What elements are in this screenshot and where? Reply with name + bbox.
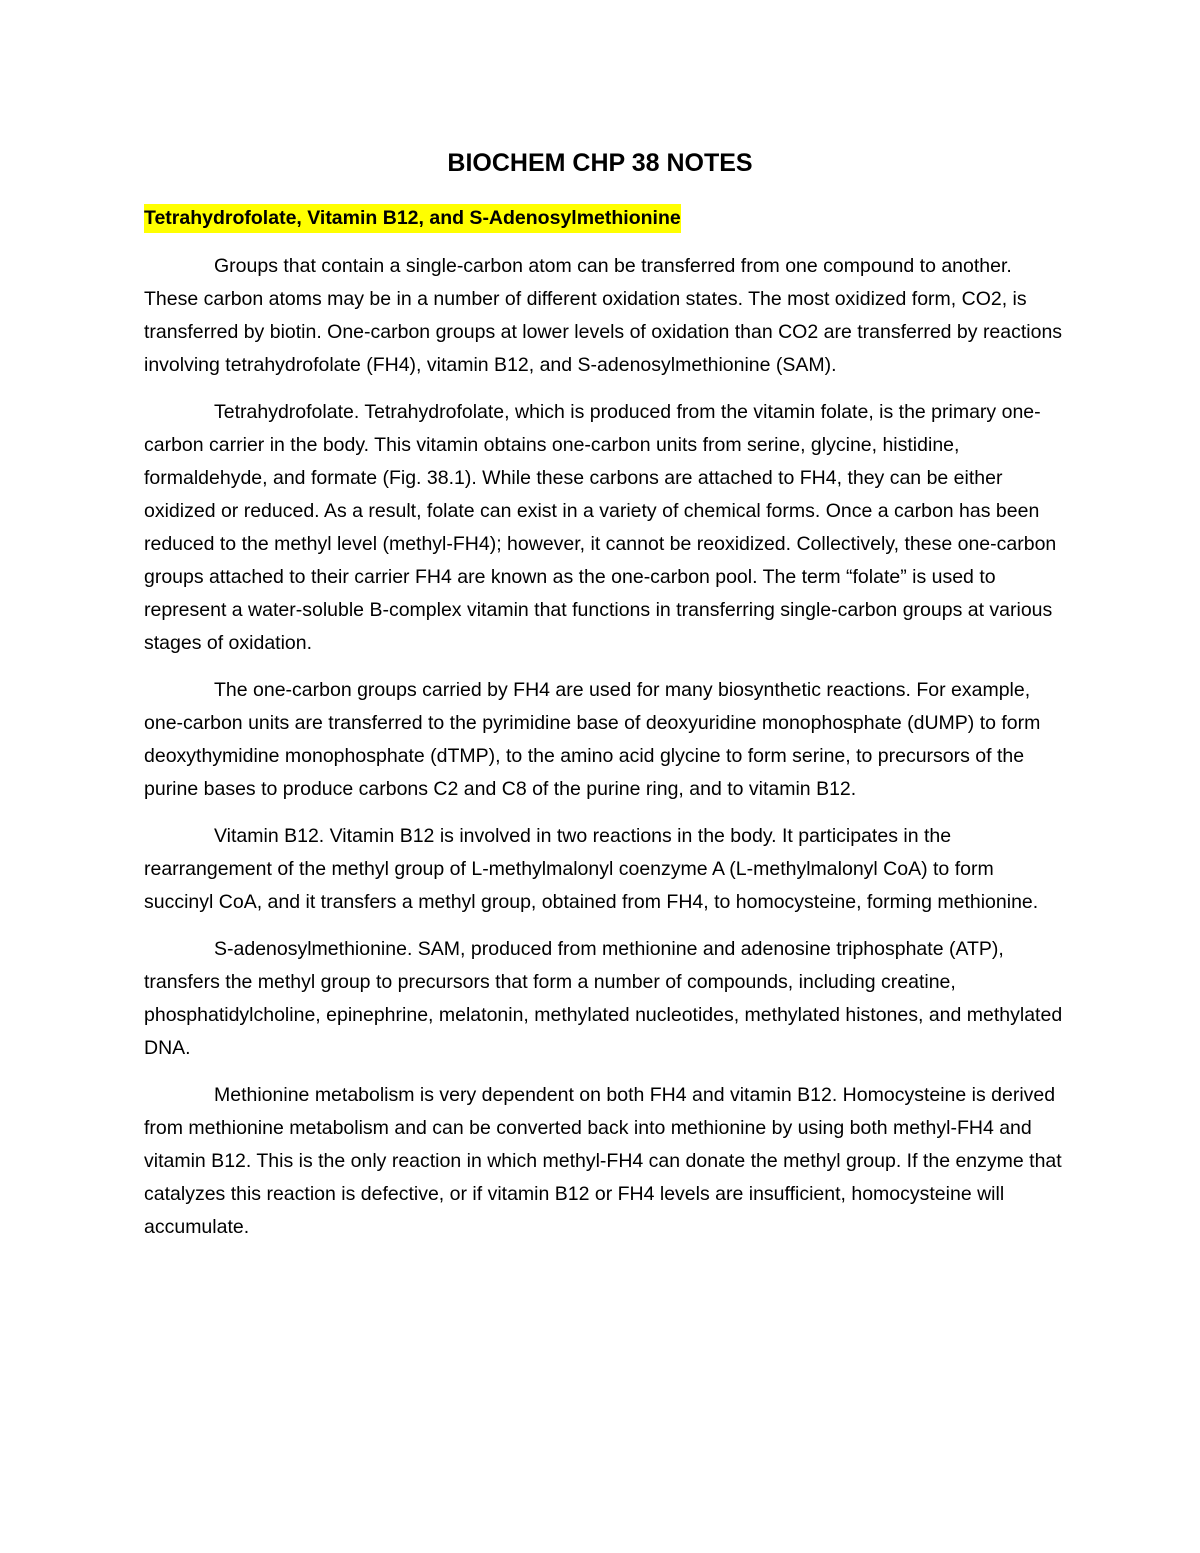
paragraph-vitamin-b12: Vitamin B12. Vitamin B12 is involved in two reactions in the body. It participates in the rearrangement of the methyl group of L-methylmalonyl coenzyme A (L-methylmalonyl CoA) to form succinyl CoA, and it transfers a methyl group, obtained from FH4, to homocysteine, forming methionine.: [144, 825, 1039, 913]
section-heading: [144, 198, 681, 238]
highlighted-heading-text: Tetrahydrofolate, Vitamin B12, and S-Adenosylmethionine: [144, 204, 681, 233]
paragraph-sam: S-adenosylmethionine. SAM, produced from methionine and adenosine triphosphate (ATP), transfers the methyl group to precursors that form a number of compounds, including creatine, phosphatidylcholine, epinephrine, melatonin, methylated nucleotides, methylated histones, and methylated DNA.: [144, 938, 1063, 1059]
document-title: BIOCHEM CHP 38 NOTES: [447, 149, 753, 177]
paragraph-intro: Groups that contain a single-carbon atom can be transferred from one compound to another. These carbon atoms may be in a number of different oxidation states. The most oxidized form, CO2, is transferred by biotin. One-carbon groups at lower levels of oxidation than CO2 are transferred by reactions involving tetrahydrofolate (FH4), vitamin B12, and S-adenosylmethionine (SAM).: [144, 255, 1063, 376]
paragraph-tetrahydrofolate: Tetrahydrofolate. Tetrahydrofolate, which is produced from the vitamin folate, is the primary one-carbon carrier in the body. This vitamin obtains one-carbon units from serine, glycine, histidine, formaldehyde, and formate (Fig. 38.1). While these carbons are attached to FH4, they can be either oxidized or reduced. As a result, folate can exist in a variety of chemical forms. Once a carbon has been reduced to the methyl level (methyl-FH4); however, it cannot be reoxidized. Collectively, these one-carbon groups attached to their carrier FH4 are known as the one-carbon pool. The term “folate” is used to represent a water-soluble B-complex vitamin that functions in transferring single-carbon groups at various stages of oxidation.: [144, 401, 1057, 654]
paragraph-one-carbon-uses: The one-carbon groups carried by FH4 are used for many biosynthetic reactions. For example, one-carbon units are transferred to the pyrimidine base of deoxyuridine monophosphate (dUMP) to form deoxythymidine monophosphate (dTMP), to the amino acid glycine to form serine, to precursors of the purine bases to produce carbons C2 and C8 of the purine ring, and to vitamin B12.: [144, 679, 1041, 800]
paragraph-methionine-metabolism: Methionine metabolism is very dependent on both FH4 and vitamin B12. Homocysteine is derived from methionine metabolism and can be converted back into methionine by using both methyl-FH4 and vitamin B12. This is the only reaction in which methyl-FH4 can donate the methyl group. If the enzyme that catalyzes this reaction is defective, or if vitamin B12 or FH4 levels are insufficient, homocysteine will accumulate.: [144, 1084, 1062, 1238]
document-body: [144, 250, 1064, 1258]
